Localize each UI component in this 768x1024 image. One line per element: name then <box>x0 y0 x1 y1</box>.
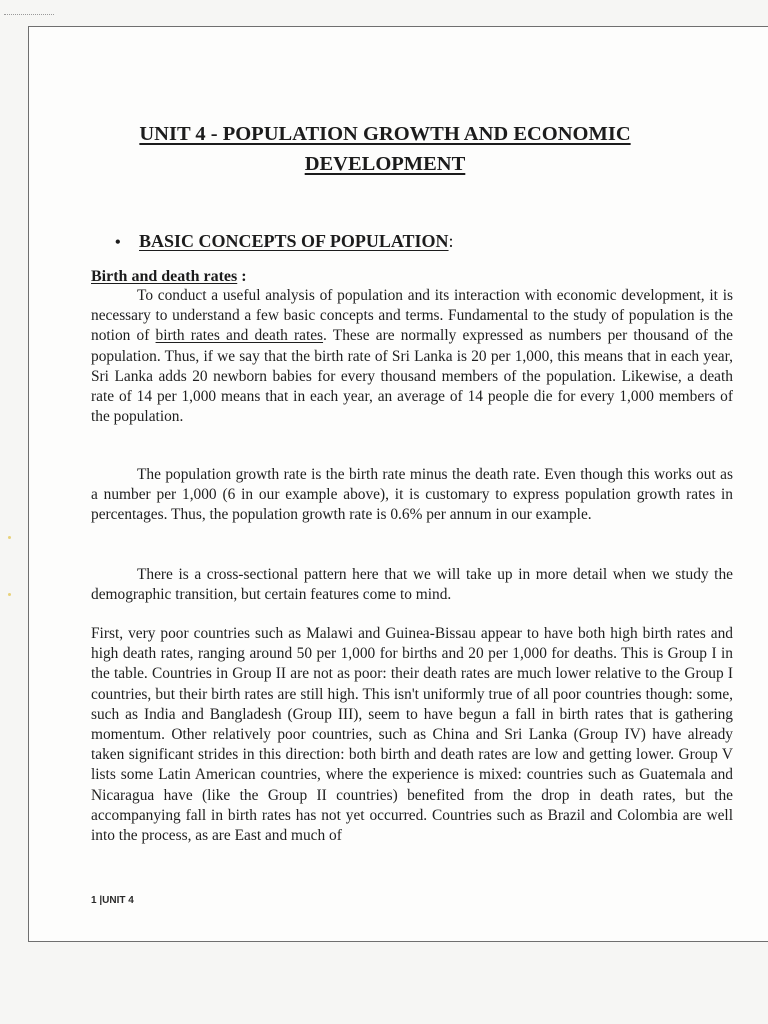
margin-speck <box>8 536 11 539</box>
paragraph-1 <box>91 286 733 427</box>
paragraph-3: There is a cross-sectional pattern here that we will take up in more detail when we study the demographic transition, but certain features come to mind. <box>91 566 733 604</box>
page-title <box>29 119 741 179</box>
margin-speck <box>8 593 11 596</box>
document-page <box>28 26 768 942</box>
paragraph-1-text-a: To conduct a useful analysis of population and its interaction with economic development, it is necessary to understand a few basic concepts and terms. Fundamental to the study of population is the notion of <box>91 287 733 345</box>
subheading-colon: : <box>237 268 247 285</box>
section-heading <box>115 229 454 255</box>
bullet-icon: • <box>115 234 121 251</box>
paragraph-2: The population growth rate is the birth rate minus the death rate. Even though this works out as a number per 1,000 (6 in our example above), it is customary to express population growth rates in percentages. Thus, the population growth rate is 0.6% per annum in our example. <box>91 466 733 524</box>
scan-corner-mark <box>4 14 54 17</box>
paragraph-4: First, very poor countries such as Malawi and Guinea-Bissau appear to have both high birth rates and high death rates, ranging around 50 per 1,000 for births and 20 per 1,000 for deaths. This is Group I in the table. Countries in Group II are not as poor: their death rates are much lower relative to the Group I countries, but their birth rates are still high. This isn't uniformly true of all poor countries though: some, such as India and Bangladesh (Group III), seem to have begun a fall in birth rates that is gathering momentum. Other relatively poor countries, such as China and Sri Lanka (Group IV) have already taken significant strides in this direction: both birth and death rates are low and getting lower. Group V lists some Latin American countries, where the experience is mixed: countries such as Guatemala and Nicaragua have (like the Group II countries) benefited from the drop in death rates, but the accompanying fall in birth rates has not yet occurred. Countries such as Brazil and Colombia are well into the process, as are East and much of <box>91 625 733 845</box>
page-footer: 1 |UNIT 4 <box>91 895 134 906</box>
paragraph-1-text-b: . These are normally expressed as numbers per thousand of the population. Thus, if we say that the birth rate of Sri Lanka is 20 per 1,000, this means that in each year, Sri Lanka adds 20 newborn babies for every thousand members of the population. Likewise, a death rate of 14 per 1,000 means that in each year, an average of 14 people die for every 1,000 members of the population. <box>91 327 733 426</box>
title-line-2: DEVELOPMENT <box>304 153 466 175</box>
subheading-birth-death-rates <box>91 267 247 287</box>
title-line-1: UNIT 4 - POPULATION GROWTH AND ECONOMIC <box>139 123 631 145</box>
subheading-text: Birth and death rates <box>91 268 238 285</box>
underlined-term: birth rates and death rates <box>155 327 324 345</box>
section-heading-colon: : <box>448 231 454 251</box>
section-heading-text: BASIC CONCEPTS OF POPULATION <box>139 231 449 251</box>
